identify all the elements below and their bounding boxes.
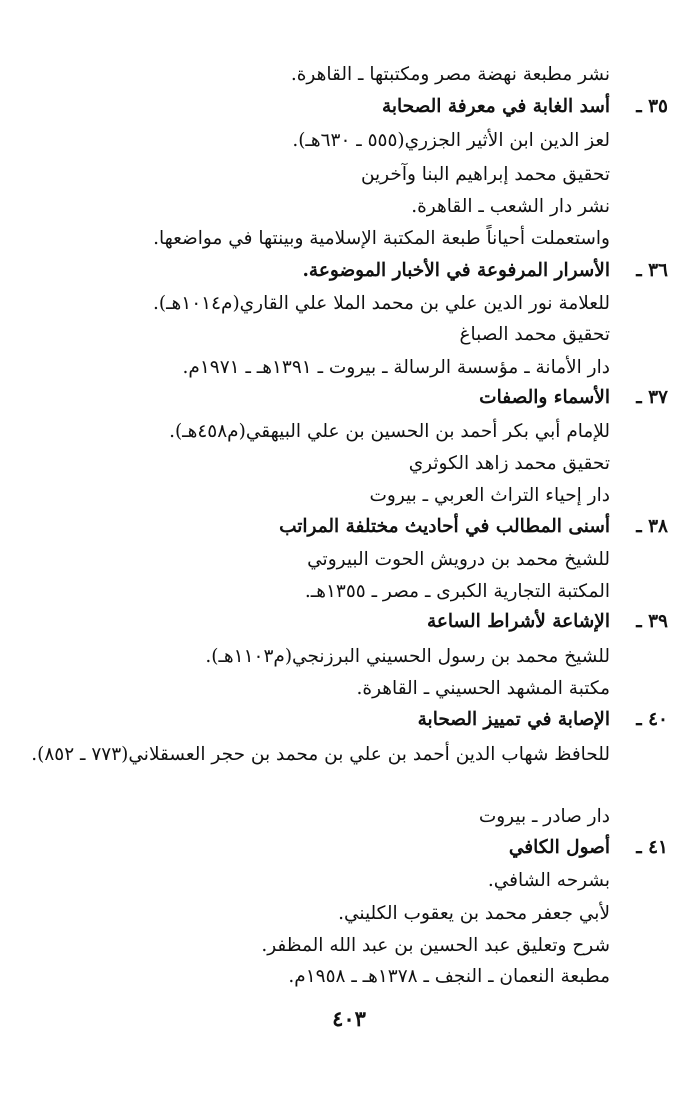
entry-38-heading — [18, 512, 668, 542]
entry-35-heading — [18, 92, 668, 122]
entry-39-heading — [18, 607, 668, 637]
entry-36-line: دار الأمانة ـ مؤسسة الرسالة ـ بيروت ـ ١٣٩١هـ ـ ١٩٧١م. — [182, 357, 610, 378]
entry-number: ٣٧ ـ — [636, 387, 668, 408]
entry-number: ٣٨ ـ — [636, 516, 668, 537]
entry-35-line: تحقيق محمد إبراهيم البنا وآخرين — [360, 164, 610, 185]
entry-title: أصول الكافي — [508, 837, 610, 858]
entry-title: الأسرار المرفوعة في الأخبار الموضوعة. — [302, 260, 610, 281]
entry-38-line: للشيخ محمد بن درويش الحوت البيروتي — [307, 549, 610, 570]
entry-40-heading — [18, 705, 668, 735]
entry-number: ٣٥ ـ — [636, 96, 668, 117]
entry-37-line: للإمام أبي بكر أحمد بن الحسين بن علي البيهقي(م٤٥٨هـ). — [169, 421, 610, 442]
entry-41-line: شرح وتعليق عبد الحسين بن عبد الله المظفر. — [261, 935, 610, 956]
entry-35-line: واستعملت أحياناً طبعة المكتبة الإسلامية وبينتها في مواضعها. — [153, 228, 610, 249]
continuation-line: نشر مطبعة نهضة مصر ومكتبتها ـ القاهرة. — [290, 64, 610, 85]
entry-35-line: لعز الدين ابن الأثير الجزري(٥٥٥ ـ ٦٣٠هـ). — [292, 130, 610, 151]
entry-title: الإشاعة لأشراط الساعة — [426, 611, 610, 632]
entry-number: ٤١ ـ — [636, 837, 668, 858]
entry-41-line: لأبي جعفر محمد بن يعقوب الكليني. — [338, 903, 610, 924]
entry-41-line: مطبعة النعمان ـ النجف ـ ١٣٧٨هـ ـ ١٩٥٨م. — [288, 966, 610, 987]
entry-title: الإصابة في تمييز الصحابة — [417, 709, 610, 730]
entry-35-line: نشر دار الشعب ـ القاهرة. — [411, 196, 610, 217]
entry-38-line: المكتبة التجارية الكبرى ـ مصر ـ ١٣٥٥هـ. — [304, 581, 610, 602]
entry-36-line: للعلامة نور الدين علي بن محمد الملا علي القاري(م١٠١٤هـ). — [152, 293, 610, 314]
entry-title: الأسماء والصفات — [479, 387, 610, 408]
entry-40-line: دار صادر ـ بيروت — [478, 806, 610, 827]
entry-number: ٤٠ ـ — [636, 709, 668, 730]
entry-number: ٣٩ ـ — [636, 611, 668, 632]
entry-36-heading — [18, 256, 668, 286]
entry-37-line: تحقيق محمد زاهد الكوثري — [408, 453, 610, 474]
page-number: ٤٠٣ — [332, 1006, 366, 1031]
entry-title: أسنى المطالب في أحاديث مختلفة المراتب — [279, 516, 610, 537]
entry-39-line: مكتبة المشهد الحسيني ـ القاهرة. — [356, 678, 610, 699]
entry-41-heading — [18, 833, 668, 863]
entry-39-line: للشيخ محمد بن رسول الحسيني البرزنجي(م١١٠٣هـ). — [205, 646, 610, 667]
entry-36-line: تحقيق محمد الصباغ — [459, 324, 610, 345]
entry-title: أسد الغابة في معرفة الصحابة — [381, 96, 610, 117]
entry-37-line: دار إحياء التراث العربي ـ بيروت — [369, 485, 610, 506]
entry-41-line: بشرحه الشافي. — [487, 870, 610, 891]
entry-40-line: للحافظ شهاب الدين أحمد بن علي بن محمد بن حجر العسقلاني(٧٧٣ ـ ٨٥٢). — [31, 744, 610, 765]
entry-number: ٣٦ ـ — [636, 260, 668, 281]
entry-37-heading — [18, 383, 668, 413]
